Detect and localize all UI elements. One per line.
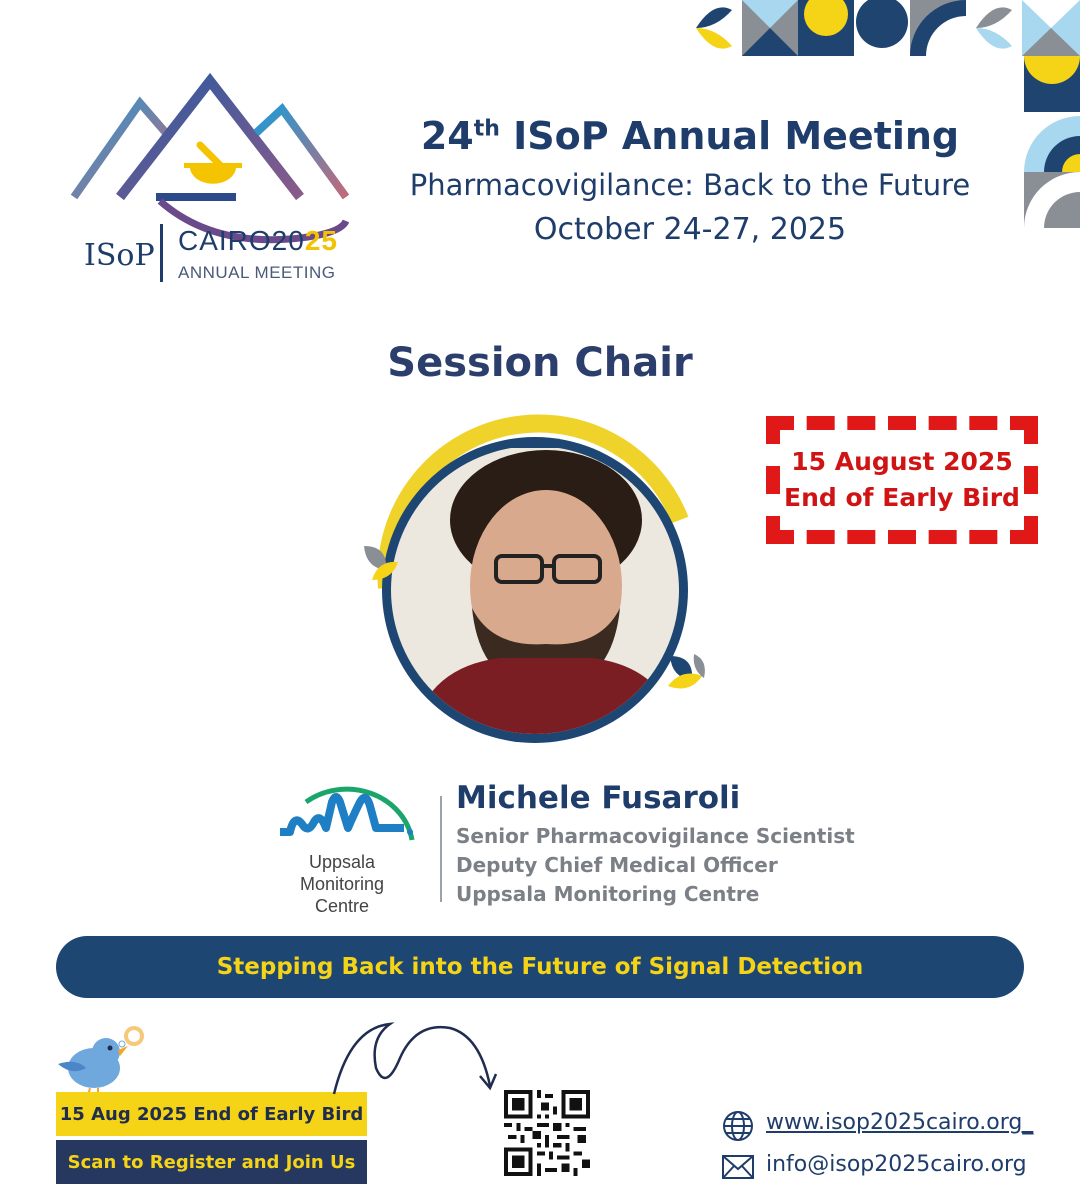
geometric-decoration-right <box>1024 56 1080 228</box>
cairo-logo-text: CAIRO2025 <box>178 225 338 256</box>
registration-qr-code[interactable] <box>504 1090 590 1176</box>
meeting-title: 24th ISoP Annual Meeting <box>420 114 960 158</box>
envelope-icon <box>722 1155 754 1179</box>
leaf-decoration-left <box>358 540 404 586</box>
early-bird-box <box>766 416 1038 544</box>
talk-title: Stepping Back into the Future of Signal Detection <box>216 954 864 980</box>
curved-arrow-icon <box>330 1018 500 1098</box>
speaker-info-divider <box>440 796 442 902</box>
early-bird-label: End of Early Bird <box>784 483 1020 512</box>
umc-line-2: Monitoring <box>299 874 385 894</box>
bird-icon <box>56 1024 152 1098</box>
email-link[interactable]: info@isop2025cairo.org <box>766 1152 1027 1177</box>
register-strip-text: Scan to Register and Join Us <box>67 1151 356 1173</box>
globe-icon <box>722 1110 754 1142</box>
meeting-dates: October 24-27, 2025 <box>533 212 847 247</box>
early-bird-strip-text: 15 Aug 2025 End of Early Bird <box>59 1103 364 1125</box>
leaf-decoration-right <box>664 650 710 696</box>
meeting-subtitle: Pharmacovigilance: Back to the Future <box>409 168 971 202</box>
talk-title-banner <box>56 936 1024 998</box>
register-strip[interactable] <box>56 1140 367 1184</box>
logo-divider <box>160 224 163 282</box>
umc-logo-text <box>282 851 402 917</box>
isop-logo-text: ISoP <box>84 238 155 273</box>
umc-line-1: Uppsala <box>308 852 376 872</box>
umc-logo-icon <box>276 762 418 852</box>
website-link[interactable]: www.isop2025cairo.org_ <box>766 1110 1034 1135</box>
umc-line-3: Centre <box>314 896 370 916</box>
early-bird-strip <box>56 1092 367 1136</box>
speaker-role-3: Uppsala Monitoring Centre <box>456 882 760 906</box>
early-bird-date: 15 August 2025 <box>791 447 1013 476</box>
speaker-role-2: Deputy Chief Medical Officer <box>456 853 778 877</box>
speaker-portrait <box>350 408 720 758</box>
geometric-decoration-top <box>686 0 1080 56</box>
speaker-name: Michele Fusaroli <box>456 780 741 816</box>
session-chair-label: Session Chair <box>387 340 693 386</box>
annual-meeting-text: ANNUAL MEETING <box>178 263 336 282</box>
speaker-role-1: Senior Pharmacovigilance Scientist <box>456 824 855 848</box>
